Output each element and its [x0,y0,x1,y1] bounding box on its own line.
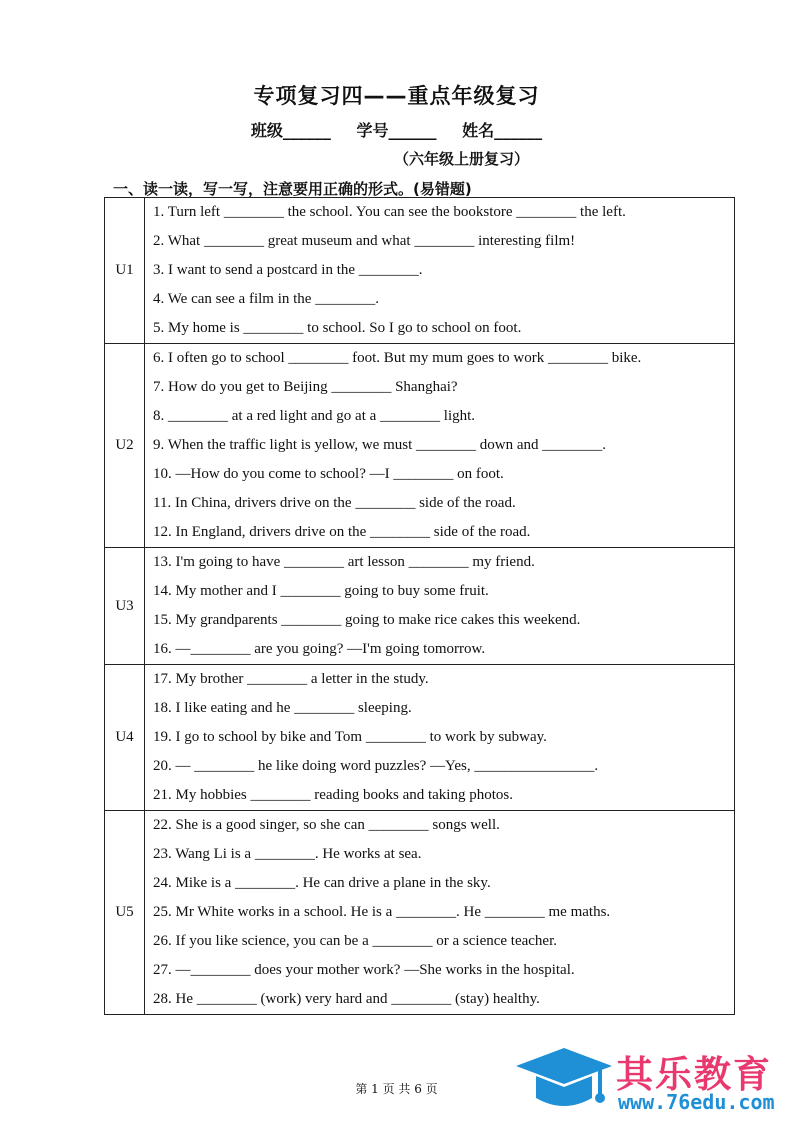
question-item: 7. How do you get to Beijing ________ Shanghai? [153,379,458,395]
question-item: 23. Wang Li is a ________. He works at sea. [153,846,422,862]
question-item: 27. —________ does your mother work? —She works in the hospital. [153,962,575,978]
question-item: 8. ________ at a red light and go at a ________ light. [153,408,476,424]
question-item: 1. Turn left ________ the school. You can see the bookstore ________ the left. [153,204,626,220]
unit-row-u5 [105,811,735,1015]
question-item: 28. He ________ (work) very hard and ________ (stay) healthy. [153,991,540,1007]
question-item: 24. Mike is a ________. He can drive a plane in the sky. [153,875,491,891]
unit-label: U1 [105,198,145,344]
unit-row-u4 [105,665,735,811]
unit-row-u2 [105,344,735,548]
question-item: 18. I like eating and he ________ sleeping. [153,700,412,716]
question-item: 15. My grandparents ________ going to make rice cakes this weekend. [153,612,581,628]
question-item: 19. I go to school by bike and Tom ________ to work by subway. [153,729,547,745]
question-item: 13. I'm going to have ________ art lesson ________ my friend. [153,554,535,570]
question-item: 10. —How do you come to school? —I ________ on foot. [153,466,504,482]
unit-row-u1 [105,198,735,344]
brand-logo [512,1044,792,1120]
question-item: 6. I often go to school ________ foot. But my mum goes to work ________ bike. [153,350,642,366]
question-item: 9. When the traffic light is yellow, we must ________ down and ________. [153,437,606,453]
brand-url: www.76edu.com [618,1090,775,1114]
unit-row-u3 [105,548,735,665]
question-item: 14. My mother and I ________ going to buy some fruit. [153,583,489,599]
question-item: 12. In England, drivers drive on the ________ side of the road. [153,524,531,540]
unit-label: U5 [105,811,145,1015]
unit-label: U2 [105,344,145,548]
unit-items [145,344,735,548]
page-title: 专项复习四——重点年级复习 [253,84,540,108]
unit-items [145,811,735,1015]
question-item: 26. If you like science, you can be a ________ or a science teacher. [153,933,558,949]
question-item: 5. My home is ________ to school. So I go to school on foot. [153,320,522,336]
brand-name: 其乐教育 [616,1053,772,1096]
unit-items [145,198,735,344]
question-item: 4. We can see a film in the ________. [153,291,379,307]
question-item: 16. —________ are you going? —I'm going tomorrow. [153,641,486,657]
question-item: 25. Mr White works in a school. He is a ________. He ________ me maths. [153,904,611,920]
unit-label: U4 [105,665,145,811]
unit-label: U3 [105,548,145,665]
question-item: 2. What ________ great museum and what ________ interesting film! [153,233,576,249]
exercise-table [104,197,735,1015]
student-number-label: 学号______ [356,121,437,140]
page-number: 第 1 页 共 6 页 [355,1082,438,1096]
question-item: 11. In China, drivers drive on the ________ side of the road. [153,495,516,511]
question-item: 22. She is a good singer, so she can ________ songs well. [153,817,500,833]
section-instruction: 一、读一读，写一写，注意要用正确的形式。(易错题) [113,180,472,198]
student-name-label: 姓名______ [462,121,543,140]
class-label: 班级______ [250,121,331,140]
unit-items [145,548,735,665]
graduation-cap-icon [512,1044,616,1120]
student-info-line [0,118,793,141]
question-item: 20. — ________ he like doing word puzzles? —Yes, ________________. [153,758,599,774]
page-subtitle: （六年级上册复习） [393,150,529,168]
unit-items [145,665,735,811]
question-item: 3. I want to send a postcard in the ________. [153,262,423,278]
question-item: 17. My brother ________ a letter in the study. [153,671,429,687]
question-item: 21. My hobbies ________ reading books and taking photos. [153,787,513,803]
